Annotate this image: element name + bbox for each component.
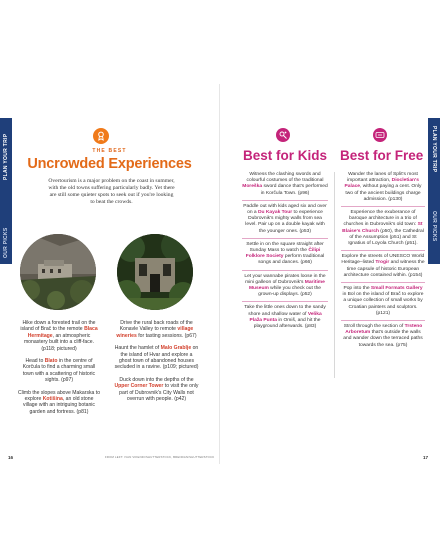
page-number-left: 16 <box>8 455 14 460</box>
list-item: Stroll through the section of Trsteno Arboretum that's outside the walls and wander down the terraced paths towards the sea. (p75) <box>343 324 423 348</box>
highlight-link: Trsteno Arboretum <box>345 324 423 336</box>
highlight-link: Trogir <box>375 260 390 266</box>
list-item: Climb the slopes above Makarska to explore Kotišina, an old stone village with an intriguing botanic garden and fortress. (p81) <box>17 389 101 415</box>
kids-icon <box>276 128 290 142</box>
top-margin <box>0 0 440 84</box>
list-item: Witness the clashing swords and colourful costumes of the traditional Moreška sword dance that's performed in Korčula Town. (p96) <box>242 172 328 201</box>
ruins-illustration <box>117 234 193 310</box>
highlight-link: Du Kayak Tour <box>258 210 293 216</box>
kids-symbol <box>278 130 288 140</box>
tab-our-picks: OUR PICKS <box>3 227 9 258</box>
best-label: THE BEST <box>92 148 127 154</box>
highlight-link: Blato <box>44 358 58 365</box>
list-item: Haunt the hamlet of Malo Grablje on the island of Hvar and explore a ghost town of abandoned houses secluded in a ravine. (p109; pictured) <box>114 345 199 371</box>
tab-our-picks: OUR PICKS <box>431 211 437 242</box>
highlight-link: Small Formats Gallery <box>370 286 423 292</box>
photo-credit: FROM LEFT: IVAN VIKENDI/SHUTTERSTOCK, BRENDAN/SHUTTERSTOCK <box>105 455 215 459</box>
list-item: Pop into the Small Formats Gallery in Bol on the island of Brač to explore a unique collection of small works by Croatian painters and sculptors. (p121) <box>341 286 425 321</box>
highlight-link: Maritime Museum <box>248 279 325 292</box>
list-item: Duck down into the depths of the Upper Corner Tower to visit the only part of Dubrovnik's City Walls not overrun with people. (p42) <box>114 376 199 403</box>
highlight-link: Blaca Hermitage <box>27 326 98 339</box>
list-item: Drive the rural back roads of the Konavle Valley to remote village wineries for tasting sessions. (p67) <box>116 320 197 339</box>
page-title: Uncrowded Experiences <box>27 156 192 172</box>
intro-text: Overtourism is a major problem on the coast in summer, with the old towns suffering particularly badly. Yet there are still some quieter spots to seek out if you're looking to beat the crowds. <box>48 178 175 205</box>
best-badge-icon <box>93 128 109 144</box>
picks-column-1 <box>17 320 101 421</box>
list-item: Settle in on the square straight after Sunday Mass to watch the Čilipi Folklore Society perform traditional songs and dances. (p66) <box>242 242 328 271</box>
list-item: Hike down a forested trail on the island of Brač to the remote Blaca Hermitage, an atmospheric monastery built into a cliff-face. (p118; pictured) <box>20 320 98 352</box>
highlight-link: village wineries <box>116 326 194 339</box>
tab-plan-your-trip: PLAN YOUR TRIP <box>431 126 437 173</box>
best-for-free-title: Best for Free <box>340 148 424 163</box>
highlight-link: Kotišina <box>42 396 63 403</box>
picks-column-2 <box>114 320 199 408</box>
list-item: Paddle out with kids aged six and over on a Du Kayak Tour to experience Dubrovnik's mighty walls from sea level. Pair up on a double kayak with the younger ones. (p53) <box>242 204 328 239</box>
free-list <box>341 172 425 355</box>
hermitage-illustration <box>20 234 96 310</box>
kids-list <box>242 172 328 336</box>
bottom-margin <box>0 464 440 553</box>
free-symbol <box>375 130 385 140</box>
list-item: Take the little ones down to the sandy shore and shallow water of Velika Plaža Punta in Omiš, and hit the playground afterwards. (p83) <box>244 305 326 330</box>
photo-blaca-hermitage <box>20 234 96 310</box>
highlight-link: Velika Plaža Punta <box>249 311 322 323</box>
highlight-link: Diocletian's Palace <box>344 178 419 190</box>
right-side-tab <box>428 118 440 264</box>
highlight-link: St Blaise's Church <box>342 222 423 234</box>
list-item: Head to Blato in the centre of Korčula to find a charming small town with a scattering of historic sights. (p97) <box>22 358 96 384</box>
photo-malo-grablje <box>117 234 193 310</box>
list-item: Let your wannabe pirates loose in the mini galleon of Dubrovnik's Maritime Museum while you check out the grown-up displays. (p52) <box>242 274 328 303</box>
highlight-link: Upper Corner Tower <box>114 383 164 390</box>
best-for-kids-title: Best for Kids <box>243 148 328 163</box>
list-item: Experience the exuberance of baroque architecture in a trio of churches in Dubrovnik's old town: St Blaise's Church (p50), the Cathedral of the Assumption (p51) and St Ignatius of Loyola Church (p51). <box>341 210 425 251</box>
highlight-link: Malo Grablje <box>160 345 192 352</box>
tab-plan-your-trip: PLAN YOUR TRIP <box>3 133 9 180</box>
page-number-right: 17 <box>423 455 429 460</box>
list-item: Wander the lanes of Split's most important attraction, Diocletian's Palace, without paying a cent. Only two of the ancient buildings charge admission. (p130) <box>341 172 425 207</box>
list-item: Explore the streets of UNESCO World Heritage–listed Trogir and witness the time capsule of historic European architecture contained within. (p154) <box>341 254 425 283</box>
left-side-tab <box>0 118 12 264</box>
highlight-link: Moreška <box>242 184 263 190</box>
best-badge-symbol <box>96 131 106 141</box>
free-icon <box>373 128 387 142</box>
column-divider <box>334 172 335 378</box>
highlight-link: Čilipi Folklore Society <box>245 248 321 260</box>
